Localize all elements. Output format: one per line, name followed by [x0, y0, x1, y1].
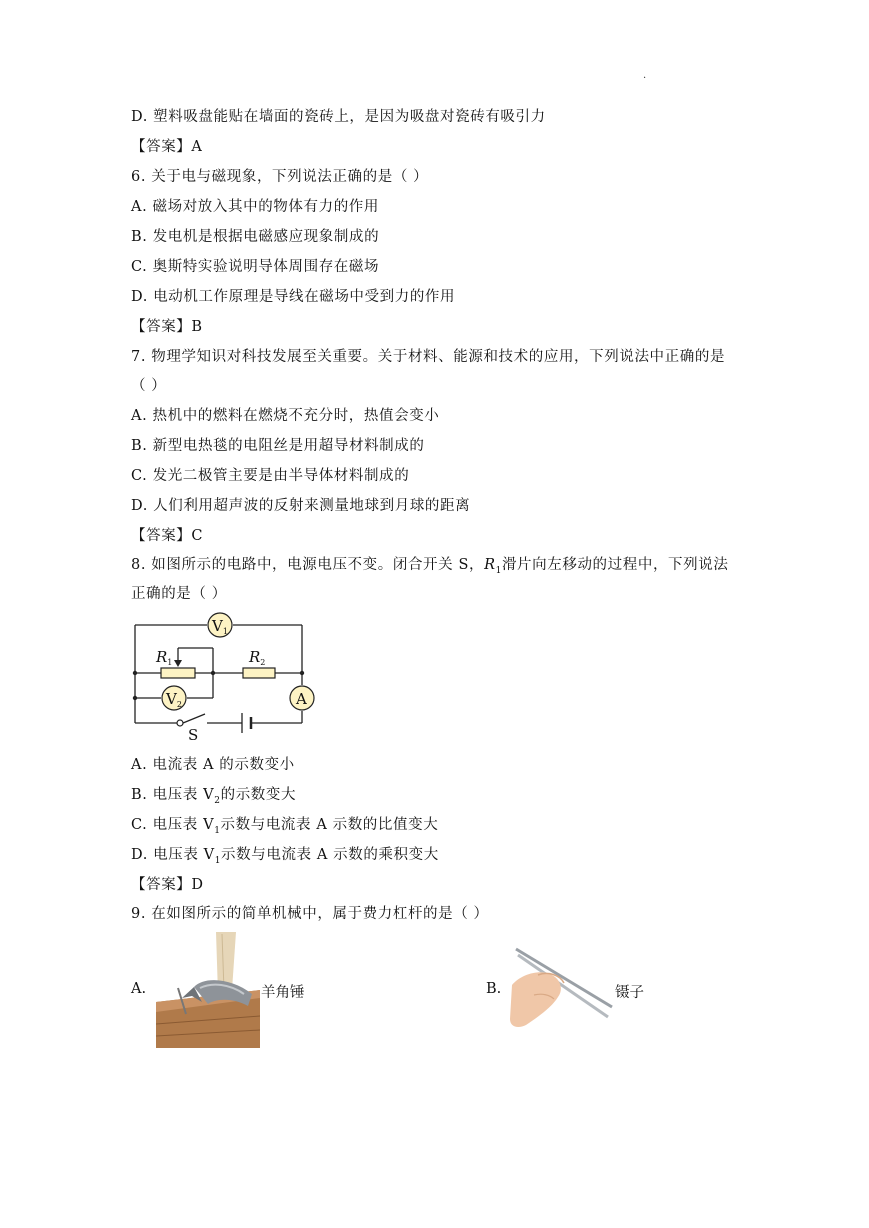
- q6-option-c: C. 奥斯特实验说明导体周围存在磁场: [131, 259, 380, 275]
- q8-option-c: [131, 813, 438, 836]
- q8-option-d-sub: 1: [214, 855, 222, 866]
- v2-sub: 2: [176, 700, 182, 709]
- r1-label: R: [156, 648, 168, 666]
- q8-option-d: [131, 843, 439, 866]
- v2-label: V: [166, 690, 177, 708]
- q6-answer: 【答案】B: [131, 319, 203, 335]
- r2-label-sub: 2: [260, 658, 266, 667]
- q8-stem-line1-a: 8. 如图所示的电路中，电源电压不变。闭合开关 S，: [131, 557, 485, 573]
- svg-text:R1: [155, 648, 172, 667]
- q5-answer: 【答案】A: [131, 139, 203, 155]
- q6-stem: 6. 关于电与磁现象，下列说法正确的是（ ）: [131, 169, 429, 185]
- q7-option-b: B. 新型电热毯的电阻丝是用超导材料制成的: [131, 438, 425, 454]
- q8-option-c-sub: 1: [214, 825, 221, 836]
- q9-option-a-letter: A.: [131, 981, 147, 997]
- q8-option-c-pre: C. 电压表 V: [131, 817, 215, 833]
- q8-r1-symbol: R: [484, 557, 496, 573]
- q8-option-d-post: 示数与电流表 A 示数的乘积变大: [221, 847, 439, 863]
- q8-option-b-pre: B. 电压表 V: [131, 787, 215, 803]
- r2-label: R: [249, 648, 261, 666]
- ammeter-label: A: [296, 690, 307, 708]
- v1-sub: 1: [222, 627, 228, 636]
- claw-hammer-image: [156, 932, 260, 1048]
- q8-stem-line2: 正确的是（ ）: [131, 586, 227, 602]
- q8-stem-line1: [131, 553, 728, 576]
- q7-option-d: D. 人们利用超声波的反射来测量地球到月球的距离: [131, 498, 471, 514]
- q7-option-a: A. 热机中的燃料在燃烧不充分时，热值会变小: [131, 408, 440, 424]
- q7-option-c: C. 发光二极管主要是由半导体材料制成的: [131, 468, 410, 484]
- q8-answer: 【答案】D: [131, 877, 204, 893]
- switch-label: S: [188, 726, 199, 744]
- q8-option-d-pre: D. 电压表 V: [131, 847, 215, 863]
- q8-option-a: A. 电流表 A 的示数变小: [131, 757, 295, 773]
- q8-option-c-post: 示数与电流表 A 示数的比值变大: [220, 817, 439, 833]
- q9-option-b-text: 镊子: [615, 985, 644, 1001]
- q6-option-d: D. 电动机工作原理是导线在磁场中受到力的作用: [131, 289, 456, 305]
- resistor-r2: [243, 668, 275, 678]
- q8-option-b-sub: 2: [214, 795, 221, 806]
- q6-option-b: B. 发电机是根据电磁感应现象制成的: [131, 229, 380, 245]
- q7-stem-line1: 7. 物理学知识对科技发展至关重要。关于材料、能源和技术的应用，下列说法中正确的是: [131, 349, 726, 365]
- circuit-diagram: [125, 610, 315, 745]
- q8-r1-sub: 1: [495, 565, 502, 576]
- q7-stem-line2: （ ）: [131, 378, 167, 394]
- q8-stem-line1-b: 滑片向左移动的过程中，下列说法: [501, 557, 729, 573]
- tweezers-image: [508, 945, 614, 1031]
- svg-text:R2: [248, 648, 265, 667]
- resistor-r1: [161, 668, 195, 678]
- header-mark: .: [643, 70, 647, 81]
- q7-answer: 【答案】C: [131, 528, 204, 544]
- q9-option-a-text: 羊角锤: [261, 985, 305, 1001]
- q8-option-b-post: 的示数变大: [220, 787, 297, 803]
- q8-option-b: [131, 783, 296, 806]
- q9-stem: 9. 在如图所示的简单机械中，属于费力杠杆的是（ ）: [131, 906, 489, 922]
- q9-option-b-letter: B.: [486, 981, 502, 997]
- v1-label: V: [212, 617, 223, 635]
- r1-label-sub: 1: [167, 658, 173, 667]
- q5-option-d: D. 塑料吸盘能贴在墙面的瓷砖上，是因为吸盘对瓷砖有吸引力: [131, 109, 546, 125]
- q6-option-a: A. 磁场对放入其中的物体有力的作用: [131, 199, 379, 215]
- slider-arrow-icon: [174, 660, 182, 667]
